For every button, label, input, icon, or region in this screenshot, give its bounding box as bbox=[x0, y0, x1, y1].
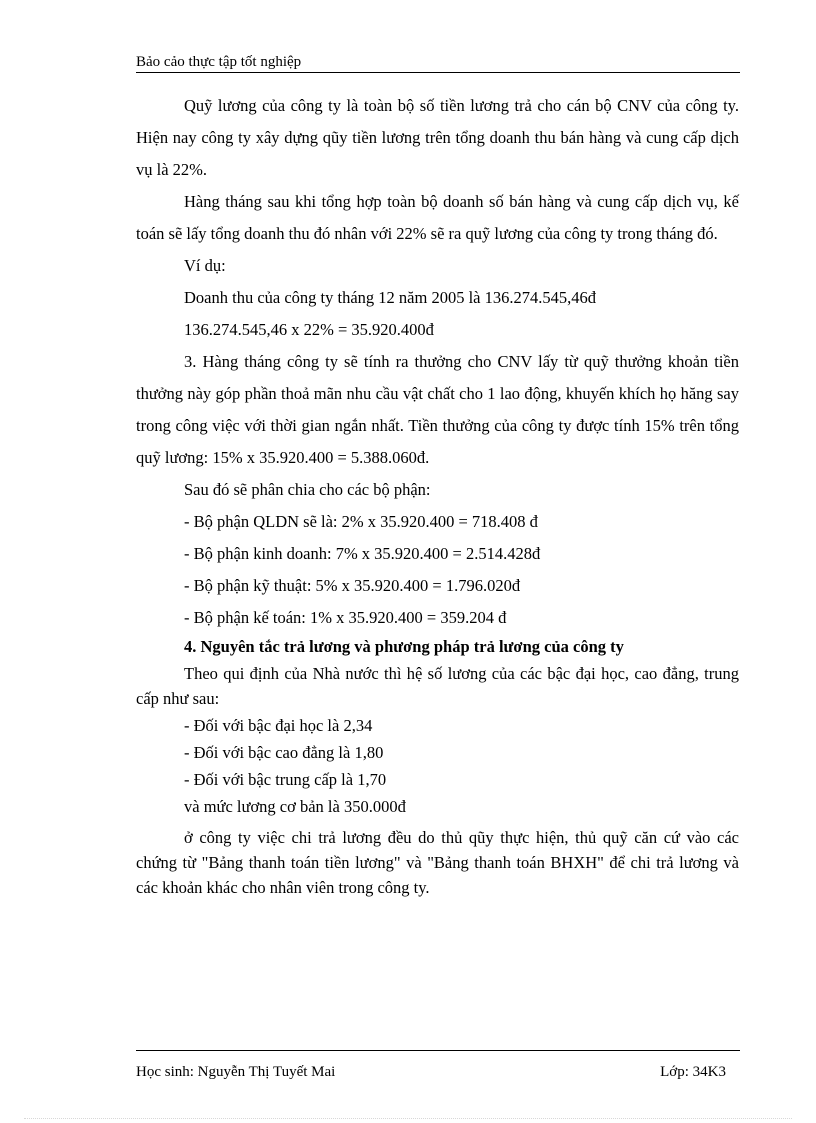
document-body bbox=[136, 90, 739, 900]
base-salary: và mức lương cơ bản là 350.000đ bbox=[184, 797, 406, 816]
page-footer bbox=[136, 1050, 740, 1081]
division-intro: Sau đó sẽ phân chia cho các bộ phận: bbox=[184, 480, 431, 499]
paragraph-monthly-calc: Hàng tháng sau khi tổng hợp toàn bộ doanh số bán hàng và cung cấp dịch vụ, kế toán sẽ lấy tổng doanh thu đó nhân với 22% sẽ ra quỹ lương của công ty trong tháng đó. bbox=[136, 192, 739, 243]
division-item: - Bộ phận kế toán: 1% x 35.920.400 = 359.204 đ bbox=[184, 608, 507, 627]
paragraph-coefficients: Theo qui định của Nhà nước thì hệ số lương của các bậc đại học, cao đẳng, trung cấp như sau: bbox=[136, 664, 739, 708]
footer-student: Học sinh: Nguyễn Thị Tuyết Mai bbox=[136, 1064, 336, 1080]
paragraph-bonus: 3. Hàng tháng công ty sẽ tính ra thưởng cho CNV lấy từ quỹ thưởng khoản tiền thưởng này góp phần thoả mãn nhu cầu vật chất cho 1 lao động, khuyến khích họ hăng say trong công việc với thời gian ngắn nhất. Tiền thưởng của công ty được tính 15% trên tổng quỹ lương: 15% x 35.920.400 = 5.388.060đ. bbox=[136, 352, 739, 467]
example-label: Ví dụ: bbox=[184, 256, 226, 275]
coefficient-item: - Đối với bậc cao đẳng là 1,80 bbox=[184, 743, 384, 762]
footer-class: Lớp: 34K3 bbox=[660, 1064, 726, 1080]
page-edge-divider bbox=[24, 1118, 792, 1119]
paragraph-payment: ở công ty việc chi trả lương đều do thủ qũy thực hiện, thủ quỹ căn cứ vào các chứng từ "Bảng thanh toán tiền lương" và "Bảng thanh toán BHXH" để chi trả lương và các khoản khác cho nhân viên trong công ty. bbox=[136, 828, 739, 897]
page-header bbox=[136, 52, 740, 73]
example-line-revenue: Doanh thu của công ty tháng 12 năm 2005 là 136.274.545,46đ bbox=[184, 288, 596, 307]
coefficient-item: - Đối với bậc đại học là 2,34 bbox=[184, 716, 373, 735]
division-item: - Bộ phận kinh doanh: 7% x 35.920.400 = 2.514.428đ bbox=[184, 544, 541, 563]
header-title: Bảo cảo thực tập tốt nghiệp bbox=[136, 54, 302, 70]
paragraph-salary-fund: Quỹ lương của công ty là toàn bộ số tiền lương trả cho cán bộ CNV của công ty. Hiện nay công ty xây dựng qũy tiền lương trên tổng doanh thu bán hàng và cung cấp dịch vụ là 22%. bbox=[136, 96, 739, 179]
example-line-calculation: 136.274.545,46 x 22% = 35.920.400đ bbox=[184, 320, 434, 339]
section-heading-4: 4. Nguyên tắc trả lương và phương pháp trả lương của công ty bbox=[184, 637, 624, 656]
coefficient-item: - Đối với bậc trung cấp là 1,70 bbox=[184, 770, 387, 789]
division-item: - Bộ phận QLDN sẽ là: 2% x 35.920.400 = 718.408 đ bbox=[184, 512, 538, 531]
division-item: - Bộ phận kỹ thuật: 5% x 35.920.400 = 1.796.020đ bbox=[184, 576, 521, 595]
